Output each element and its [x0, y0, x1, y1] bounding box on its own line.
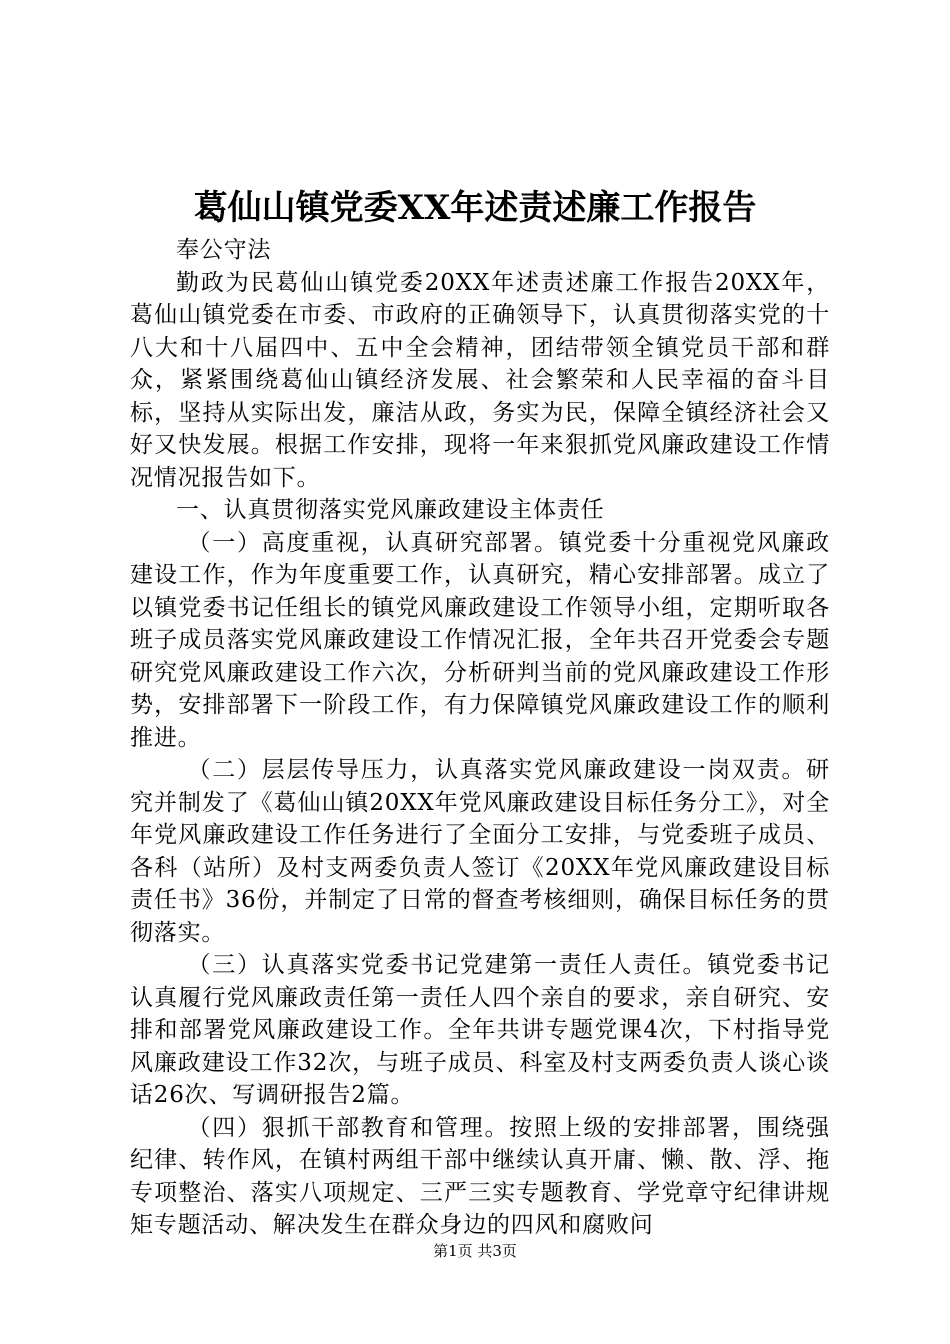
- section-heading-1: 一、认真贯彻落实党风廉政建设主体责任: [176, 497, 605, 523]
- paragraph-item-4: （四）狠抓干部教育和管理。按照上级的安排部署，围绕强纪律、转作风，在镇村两组干部中继续认真开庸、懒、散、浮、拖专项整治、落实八项规定、三严三实专题教育、学党章守纪律讲规矩专题活动、解决发生在群众身边的四风和腐败问: [130, 1114, 830, 1238]
- paragraph-item-3: （三）认真落实党委书记党建第一责任人责任。镇党委书记认真履行党风廉政责任第一责任人四个亲自的要求，亲自研究、安排和部署党风廉政建设工作。全年共讲专题党课4次，下村指导党风廉政建设工作32次，与班子成员、科室及村支两委负责人谈心谈话26次、写调研报告2篇。: [130, 952, 830, 1108]
- paragraph-intro: 勤政为民葛仙山镇党委20XX年述责述廉工作报告20XX年，葛仙山镇党委在市委、市政府的正确领导下，认真贯彻落实党的十八大和十八届四中、五中全会精神，团结带领全镇党员干部和群众，紧紧围绕葛仙山镇经济发展、社会繁荣和人民幸福的奋斗目标，坚持从实际出发，廉洁从政，务实为民，保障全镇经济社会又好又快发展。根据工作安排，现将一年来狠抓党风廉政建设工作情况情况报告如下。: [130, 269, 830, 491]
- document-title: 葛仙山镇党委XX年述责述廉工作报告: [193, 188, 757, 228]
- page-number-footer: 第1页 共3页: [433, 1242, 517, 1260]
- document-body: [130, 234, 830, 1242]
- paragraph-item-2: （二）层层传导压力，认真落实党风廉政建设一岗双责。研究并制发了《葛仙山镇20XX年党风廉政建设目标任务分工》，对全年党风廉政建设工作任务进行了全面分工安排，与党委班子成员、各科（站所）及村支两委负责人签订《20XX年党风廉政建设目标责任书》36份，并制定了日常的督查考核细则，确保目标任务的贯彻落实。: [130, 757, 830, 946]
- paragraph-motto: 奉公守法: [176, 237, 272, 263]
- paragraph-item-1: （一）高度重视，认真研究部署。镇党委十分重视党风廉政建设工作，作为年度重要工作，认真研究，精心安排部署。成立了以镇党委书记任组长的镇党风廉政建设工作领导小组，定期听取各班子成员落实党风廉政建设工作情况汇报，全年共召开党委会专题研究党风廉政建设工作六次，分析研判当前的党风廉政建设工作形势，安排部署下一阶段工作，有力保障镇党风廉政建设工作的顺利推进。: [130, 529, 830, 751]
